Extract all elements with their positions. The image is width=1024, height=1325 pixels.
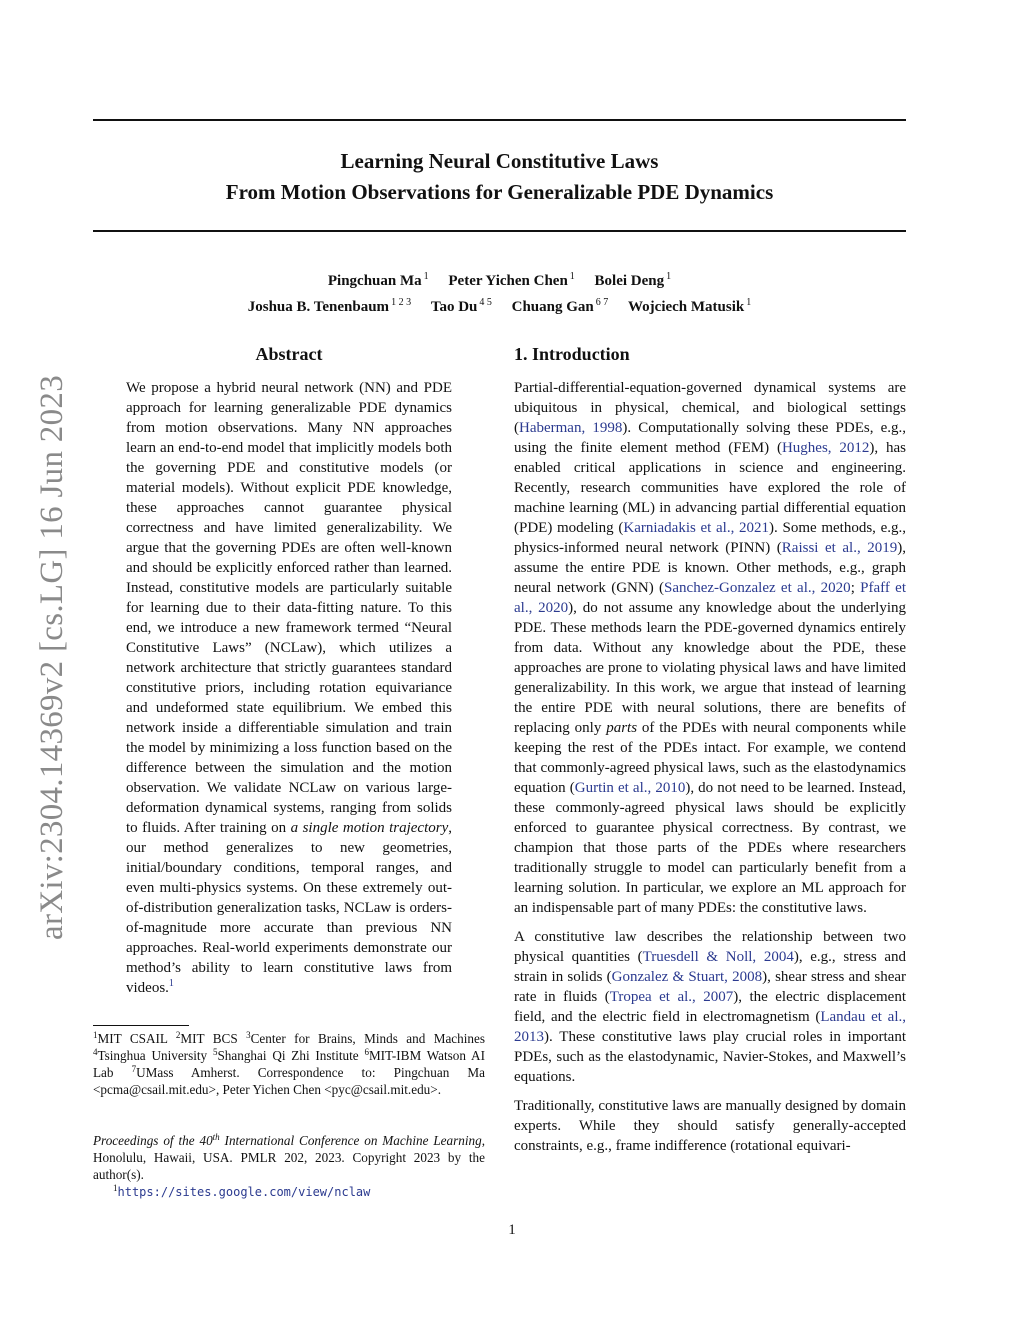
abstract-heading: Abstract bbox=[255, 344, 323, 364]
correspondence: Correspondence to: Pingchuan Ma <pcma@csail.mit.edu>, Peter Yichen Chen <pyc@csail.mit.edu>. bbox=[93, 1065, 485, 1097]
author: Bolei Deng $^1$ bbox=[594, 271, 672, 289]
intro-paragraph-1: Partial-differential-equation-governed dynamical systems are ubiquitous in physical, chemical, and biological settings (Haberman, 1998). Computationally solving these PDEs, e.g., using the finite element method (FEM) (Hughes, 2012), has enabled critical applications in science and engineering. Recently, research communities have explored the role of machine learning (ML) in advancing partial differential equation (PDE) modeling (Karniadakis et al., 2021). Some methods, e.g., physics-informed neural network (PINN) (Raissi et al., 2019), assume the entire PDE is known. Other methods, e.g., graph neural network (GNN) (Sanchez-Gonzalez et al., 2020; Pfaff et al., 2020), do not assume any knowledge about the underlying PDE. These methods learn the PDE-governed dynamics entirely from data. Without any knowledge about the PDE, these approaches are prone to violating physical laws and have limited generalizability. In this work, we argue that instead of learning the entire PDE with neural solutions, there are benefits of replacing only parts of the PDEs with neural components while keeping the rest of the PDEs intact. For example, we contend that commonly-agreed physical laws, such as the elastodynamics equation (Gurtin et al., 2010), do not need to be learned. Instead, these commonly-agreed physical laws should be explicitly enforced to guarantee physical correctness. By contrast, we champion that those parts of the PDEs where researchers traditionally struggle to model can particularly benefit from a learning solution. In particular, we explore an ML approach for an indispensable part of many PDEs: the constitutive laws. bbox=[514, 380, 907, 916]
intro-paragraph-2: A constitutive law describes the relationship between two physical quantities (Truesdell & Noll, 2004), e.g., stress and strain in solids (Gonzalez & Stuart, 2008), shear stress and shear rate in fluids (Tropea et al., 2007), the electric displacement field, and the electric field in electromagnetism (Landau et al., 2013). These constitutive laws play crucial roles in important PDEs, such as the elastodynamic, Navier-Stokes, and Maxwell’s equations. bbox=[514, 929, 907, 1085]
abstract-text: We propose a hybrid neural network (NN) and PDE approach for learning generalizable PDE dynamics from motion observations. Many NN approaches learn an end-to-end model that implicitly models both the governing PDE and constitutive models (or material models). Without explicit PDE knowledge, these approaches cannot guarantee physical correctness and have limited generalizability. We argue that the governing PDEs are often well-known and should be explicitly enforced rather than learned. Instead, constitutive models are particularly suitable for learning due to their data-fitting nature. To this end, we introduce a new framework termed “Neural Constitutive Laws” (NCLaw), which utilizes a network architecture that strictly guarantees standard constitutive priors, including rotation equivariance and undeformed state equilibrium. We embed this network inside a differentiable simulation and train the model by minimizing a loss function based on the difference between the simulation and the motion observation. We validate NCLaw on various large-deformation dynamical systems, ranging from solids to fluids. After training on a single motion trajectory, our method generalizes to new geometries, initial/boundary conditions, temporal ranges, and even multi-physics systems. On these extremely out-of-distribution generalization tasks, NCLaw is orders-of-magnitude more accurate than previous NN approaches. Real-world experiments demonstrate our method’s ability to learn constitutive laws from videos.$^1$ bbox=[126, 380, 453, 996]
title-rule-bottom bbox=[93, 230, 906, 232]
title-line-1: Learning Neural Constitutive Laws bbox=[340, 149, 659, 173]
citation-link[interactable]: Landau et al., 2013 bbox=[514, 1009, 906, 1045]
title-line-2: From Motion Observations for Generalizable PDE Dynamics bbox=[225, 180, 774, 204]
footnote-link[interactable]: 1 bbox=[168, 978, 174, 989]
citation-link[interactable]: Haberman, 1998 bbox=[519, 420, 623, 436]
citation-link[interactable]: Karniadakis et al., 2021 bbox=[623, 520, 770, 536]
author: Wojciech Matusik $^1$ bbox=[628, 297, 752, 315]
abstract-column bbox=[126, 342, 452, 1007]
page-number: 1 bbox=[508, 1222, 516, 1238]
intro-paragraph-3: Traditionally, constitutive laws are manually designed by domain experts. While they should satisfy generally-accepted constraints, e.g., frame indifference (rotational equivari- bbox=[514, 1098, 906, 1154]
author: Joshua B. Tenenbaum $^{1 2 3}$ bbox=[247, 297, 412, 315]
introduction-heading: 1. Introduction bbox=[514, 344, 630, 364]
proceedings-note: Proceedings of the 40th International Conference on Machine Learning, Honolulu, Hawaii, USA. PMLR 202, 2023. Copyright 2023 by the author(s). bbox=[93, 1132, 485, 1182]
citation-link[interactable]: Truesdell & Noll, 2004 bbox=[642, 949, 794, 965]
arxiv-identifier: arXiv:2304.14369v2 [cs.LG] 16 Jun 2023 bbox=[34, 374, 70, 940]
author: Chuang Gan $^{6 7}$ bbox=[511, 297, 609, 315]
citation-link[interactable]: Hughes, 2012 bbox=[781, 440, 870, 456]
citation-link[interactable]: Gurtin et al., 2010 bbox=[574, 780, 686, 796]
author: Pingchuan Ma $^1$ bbox=[327, 271, 429, 289]
title-rule-top bbox=[93, 119, 906, 121]
author: Tao Du $^{4 5}$ bbox=[430, 297, 492, 315]
paper-title bbox=[93, 146, 906, 208]
author-row-2 bbox=[93, 292, 906, 318]
introduction-column bbox=[514, 342, 906, 1165]
author-list bbox=[93, 266, 906, 318]
citation-link[interactable]: Sanchez-Gonzalez et al., 2020 bbox=[664, 580, 851, 596]
author-row-1 bbox=[93, 266, 906, 292]
project-url-link[interactable]: https://sites.google.com/view/nclaw bbox=[117, 1185, 371, 1199]
author: Peter Yichen Chen $^1$ bbox=[448, 271, 575, 289]
citation-link[interactable]: Tropea et al., 2007 bbox=[609, 989, 734, 1005]
citation-link[interactable]: Gonzalez & Stuart, 2008 bbox=[611, 969, 763, 985]
affiliations-footnote: $^1$MIT CSAIL $^2$MIT BCS $^3$Center for Brains, Minds and Machines $^4$Tsinghua University $^5$Shanghai Qi Zhi Institute $^6$MIT-IBM Watson AI Lab $^7$UMass Amherst. Correspondence to: Pingchuan Ma <pcma@csail.mit.edu>, Peter Yichen Chen <pyc@csail.mit.edu>. bbox=[93, 1030, 485, 1097]
citation-link[interactable]: Pfaff et al., 2020 bbox=[514, 580, 906, 616]
citation-link[interactable]: Raissi et al., 2019 bbox=[781, 540, 898, 556]
url-footnote: $^1$https://sites.google.com/view/nclaw bbox=[113, 1183, 371, 1199]
footnote-rule bbox=[93, 1025, 189, 1026]
